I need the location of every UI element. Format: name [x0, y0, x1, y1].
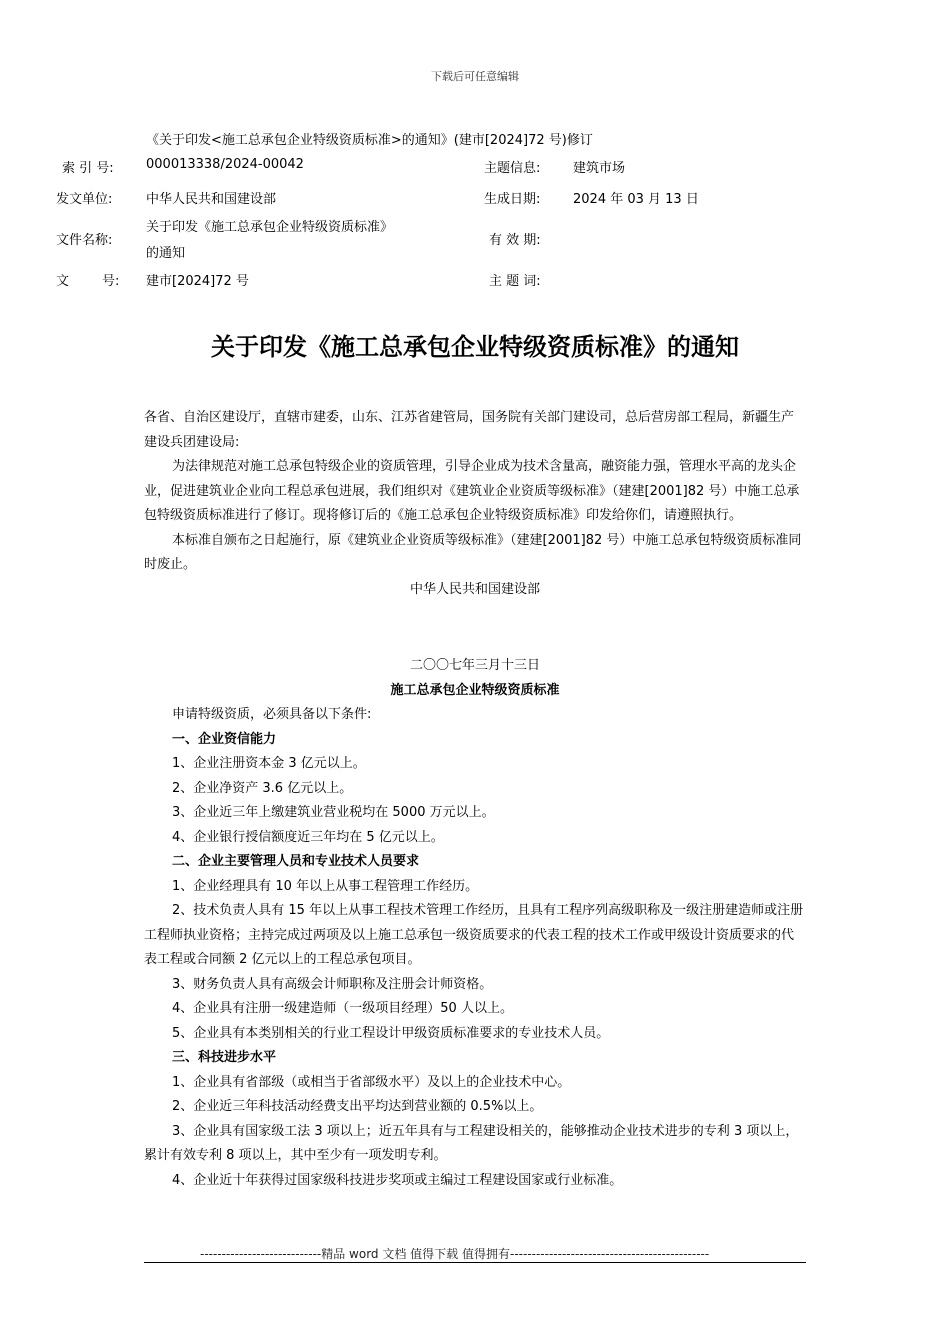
doc-subtitle: 《关于印发<施工总承包企业特级资质标准>的通知》(建市[2024]72 号)修订: [146, 133, 593, 148]
filename-value-line2: 的通知: [146, 246, 186, 261]
issuer-value: 中华人民共和国建设部: [146, 192, 277, 207]
section-1-title: 一、企业资信能力: [172, 731, 277, 747]
date-value: 2024 年 03 月 13 日: [573, 192, 699, 207]
index-value: 000013338/2024-00042: [146, 157, 304, 172]
notice-body: [144, 406, 806, 602]
list-item: 5、企业具有本类别相关的行业工程设计甲级资质标准要求的专业技术人员。: [172, 1025, 610, 1041]
list-item: 1、企业具有省部级（或相当于省部级水平）及以上的企业技术中心。: [172, 1074, 571, 1090]
topic-label: 主题信息:: [484, 161, 541, 176]
list-item: 1、企业注册资本金 3 亿元以上。: [172, 756, 366, 771]
docno-label-part2: 号:: [102, 274, 120, 289]
date-label: 生成日期:: [484, 192, 541, 207]
page-title: 关于印发《施工总承包企业特级资质标准》的通知: [211, 333, 739, 361]
filename-label: 文件名称:: [56, 233, 113, 248]
list-item: 4、企业银行授信额度近三年均在 5 亿元以上。: [172, 829, 444, 845]
list-item: 4、企业近十年获得过国家级科技进步奖项或主编过工程建设国家或行业标准。: [172, 1172, 623, 1188]
footer-divider: [144, 1262, 806, 1263]
list-item: 1、企业经理具有 10 年以上从事工程管理工作经历。: [172, 878, 479, 894]
validity-label: 有 效 期:: [489, 233, 541, 248]
sign-date: 二〇〇七年三月十三日: [409, 658, 540, 673]
footer-text: ----------------------------精品 word 文档 值得下载 值得拥有----------------------------------------------: [200, 1247, 710, 1261]
section-2-title: 二、企业主要管理人员和专业技术人员要求: [172, 854, 420, 869]
header-note: 下载后可任意编辑: [431, 70, 519, 83]
list-item: 2、企业净资产 3.6 亿元以上。: [172, 780, 353, 796]
issuer-label: 发文单位:: [56, 192, 113, 207]
index-label: 索 引 号:: [62, 161, 114, 176]
signature: 中华人民共和国建设部: [409, 581, 540, 597]
keywords-label: 主 题 词:: [489, 274, 541, 289]
list-item: 2、技术负责人具有 15 年以上从事工程技术管理工作经历，且具有工程序列高级职称及一级注册建造师或注册工程师执业资格；主持完成过两项及以上施工总承包一级资质要求的代表工程的技术工作或甲级设计资质要求的代表工程或合同额 2 亿元以上的工程总承包项目。: [144, 903, 804, 967]
paragraph-2: 本标准自颁布之日起施行，原《建筑业企业资质等级标准》（建建[2001]82 号）中施工总承包特级资质标准同时废止。: [144, 532, 802, 572]
addressee: 各省、自治区建设厅，直辖市建委，山东、江苏省建管局，国务院有关部门建设司，总后营房部工程局，新疆生产建设兵团建设局:: [144, 410, 795, 450]
topic-value: 建筑市场: [573, 161, 626, 176]
section-3-title: 三、科技进步水平: [172, 1050, 277, 1065]
paragraph-1: 为法律规范对施工总承包特级企业的资质管理，引导企业成为技术含量高，融资能力强，管理水平高的龙头企业，促进建筑业企业向工程总承包进展，我们组织对《建筑业企业资质等级标准》（建建[2001]82 号）中施工总承包特级资质标准进行了修订。现将修订后的《施工总承包企业特级资质标准》印发给你们，请遵照执行。: [144, 459, 800, 523]
list-item: 3、企业近三年上缴建筑业营业税均在 5000 万元以上。: [172, 805, 495, 820]
standard-body: [144, 654, 806, 1193]
standard-title: 施工总承包企业特级资质标准: [390, 682, 560, 698]
list-item: 4、企业具有注册一级建造师（一级项目经理）50 人以上。: [172, 1001, 513, 1016]
list-item: 2、企业近三年科技活动经费支出平均达到营业额的 0.5%以上。: [172, 1099, 543, 1114]
list-item: 3、财务负责人具有高级会计师职称及注册会计师资格。: [172, 976, 493, 992]
docno-value: 建市[2024]72 号: [146, 274, 249, 289]
list-item: 3、企业具有国家级工法 3 项以上；近五年具有与工程建设相关的，能够推动企业技术进步的专利 3 项以上，累计有效专利 8 项以上，其中至少有一项发明专利。: [144, 1123, 799, 1163]
intro: 申请特级资质，必须具备以下条件:: [172, 707, 372, 722]
docno-label-part1: 文: [56, 274, 70, 289]
filename-value-line1: 关于印发《施工总承包企业特级资质标准》: [146, 220, 394, 235]
